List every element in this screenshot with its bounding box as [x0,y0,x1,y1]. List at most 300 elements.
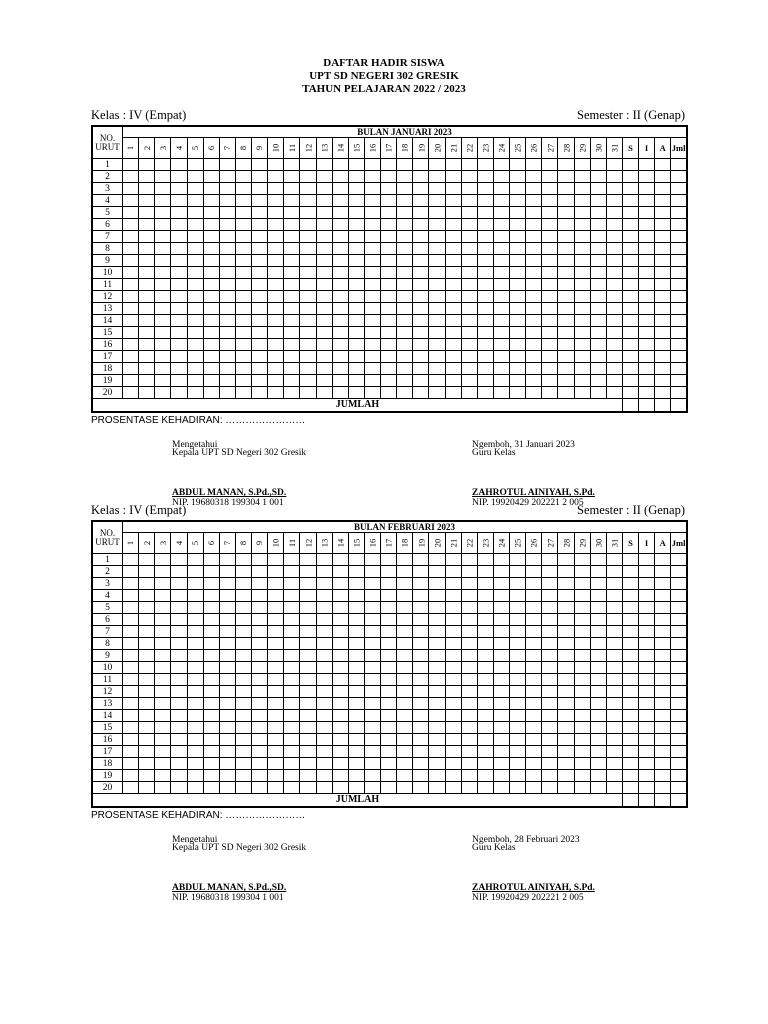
attendance-cell[interactable] [590,171,606,183]
attendance-cell[interactable] [542,351,558,363]
attendance-cell[interactable] [558,554,574,566]
attendance-cell[interactable] [284,171,300,183]
attendance-cell[interactable] [284,650,300,662]
attendance-cell[interactable] [187,279,203,291]
attendance-cell[interactable] [397,327,413,339]
attendance-cell[interactable] [139,710,155,722]
attendance-cell[interactable] [493,590,509,602]
attendance-cell[interactable] [639,207,655,219]
attendance-cell[interactable] [639,578,655,590]
attendance-cell[interactable] [381,770,397,782]
attendance-cell[interactable] [477,291,493,303]
attendance-cell[interactable] [510,590,526,602]
attendance-cell[interactable] [284,387,300,399]
attendance-cell[interactable] [187,267,203,279]
attendance-cell[interactable] [268,566,284,578]
attendance-cell[interactable] [139,662,155,674]
attendance-cell[interactable] [268,578,284,590]
attendance-cell[interactable] [219,770,235,782]
attendance-cell[interactable] [397,339,413,351]
attendance-cell[interactable] [671,279,687,291]
attendance-cell[interactable] [348,231,364,243]
attendance-cell[interactable] [590,255,606,267]
attendance-cell[interactable] [655,770,671,782]
attendance-cell[interactable] [203,566,219,578]
attendance-cell[interactable] [510,770,526,782]
attendance-cell[interactable] [526,578,542,590]
attendance-cell[interactable] [235,291,251,303]
attendance-cell[interactable] [493,315,509,327]
attendance-cell[interactable] [590,746,606,758]
attendance-cell[interactable] [348,686,364,698]
attendance-cell[interactable] [526,722,542,734]
attendance-cell[interactable] [381,782,397,794]
attendance-cell[interactable] [510,614,526,626]
attendance-cell[interactable] [268,327,284,339]
attendance-cell[interactable] [558,650,574,662]
attendance-cell[interactable] [252,315,268,327]
attendance-cell[interactable] [300,207,316,219]
attendance-cell[interactable] [316,351,332,363]
attendance-cell[interactable] [413,614,429,626]
attendance-cell[interactable] [187,255,203,267]
attendance-cell[interactable] [461,710,477,722]
attendance-cell[interactable] [461,650,477,662]
attendance-cell[interactable] [219,722,235,734]
attendance-cell[interactable] [445,315,461,327]
attendance-cell[interactable] [477,351,493,363]
attendance-cell[interactable] [252,734,268,746]
attendance-cell[interactable] [123,638,139,650]
attendance-cell[interactable] [429,686,445,698]
attendance-cell[interactable] [590,698,606,710]
attendance-cell[interactable] [348,578,364,590]
attendance-cell[interactable] [123,267,139,279]
attendance-cell[interactable] [461,662,477,674]
attendance-cell[interactable] [493,207,509,219]
attendance-cell[interactable] [139,686,155,698]
attendance-cell[interactable] [526,638,542,650]
attendance-cell[interactable] [558,626,574,638]
attendance-cell[interactable] [493,159,509,171]
attendance-cell[interactable] [413,207,429,219]
attendance-cell[interactable] [300,758,316,770]
attendance-cell[interactable] [526,566,542,578]
attendance-cell[interactable] [622,255,638,267]
jumlah-cell[interactable] [655,399,671,413]
attendance-cell[interactable] [219,183,235,195]
attendance-cell[interactable] [622,674,638,686]
attendance-cell[interactable] [300,782,316,794]
attendance-cell[interactable] [381,662,397,674]
attendance-cell[interactable] [558,662,574,674]
attendance-cell[interactable] [364,315,380,327]
attendance-cell[interactable] [123,566,139,578]
attendance-cell[interactable] [348,195,364,207]
attendance-cell[interactable] [171,375,187,387]
attendance-cell[interactable] [300,590,316,602]
attendance-cell[interactable] [639,267,655,279]
attendance-cell[interactable] [316,231,332,243]
attendance-cell[interactable] [364,291,380,303]
attendance-cell[interactable] [526,279,542,291]
attendance-cell[interactable] [123,255,139,267]
attendance-cell[interactable] [622,339,638,351]
attendance-cell[interactable] [493,650,509,662]
attendance-cell[interactable] [155,195,171,207]
attendance-cell[interactable] [655,219,671,231]
attendance-cell[interactable] [187,782,203,794]
attendance-cell[interactable] [300,303,316,315]
attendance-cell[interactable] [493,327,509,339]
attendance-cell[interactable] [558,734,574,746]
attendance-cell[interactable] [397,758,413,770]
attendance-cell[interactable] [510,686,526,698]
attendance-cell[interactable] [284,626,300,638]
attendance-cell[interactable] [155,746,171,758]
attendance-cell[interactable] [413,662,429,674]
attendance-cell[interactable] [542,578,558,590]
attendance-cell[interactable] [413,339,429,351]
attendance-cell[interactable] [558,782,574,794]
attendance-cell[interactable] [348,770,364,782]
attendance-cell[interactable] [461,674,477,686]
attendance-cell[interactable] [123,746,139,758]
attendance-cell[interactable] [574,375,590,387]
attendance-cell[interactable] [139,650,155,662]
attendance-cell[interactable] [364,662,380,674]
attendance-cell[interactable] [171,566,187,578]
attendance-cell[interactable] [397,662,413,674]
attendance-cell[interactable] [123,291,139,303]
attendance-cell[interactable] [316,758,332,770]
attendance-cell[interactable] [413,734,429,746]
attendance-cell[interactable] [606,638,622,650]
attendance-cell[interactable] [203,590,219,602]
attendance-cell[interactable] [655,255,671,267]
attendance-cell[interactable] [268,758,284,770]
attendance-cell[interactable] [542,554,558,566]
attendance-cell[interactable] [252,698,268,710]
attendance-cell[interactable] [622,315,638,327]
attendance-cell[interactable] [639,638,655,650]
attendance-cell[interactable] [639,782,655,794]
attendance-cell[interactable] [348,279,364,291]
attendance-cell[interactable] [300,219,316,231]
attendance-cell[interactable] [381,674,397,686]
attendance-cell[interactable] [171,327,187,339]
attendance-cell[interactable] [622,554,638,566]
attendance-cell[interactable] [381,339,397,351]
attendance-cell[interactable] [445,602,461,614]
attendance-cell[interactable] [397,255,413,267]
attendance-cell[interactable] [639,279,655,291]
attendance-cell[interactable] [542,183,558,195]
attendance-cell[interactable] [558,303,574,315]
attendance-cell[interactable] [171,243,187,255]
attendance-cell[interactable] [316,183,332,195]
attendance-cell[interactable] [203,303,219,315]
attendance-cell[interactable] [510,315,526,327]
attendance-cell[interactable] [606,782,622,794]
attendance-cell[interactable] [671,770,687,782]
attendance-cell[interactable] [574,602,590,614]
attendance-cell[interactable] [413,746,429,758]
attendance-cell[interactable] [155,578,171,590]
attendance-cell[interactable] [397,614,413,626]
attendance-cell[interactable] [348,746,364,758]
attendance-cell[interactable] [348,782,364,794]
attendance-cell[interactable] [429,231,445,243]
attendance-cell[interactable] [526,782,542,794]
attendance-cell[interactable] [187,339,203,351]
attendance-cell[interactable] [671,686,687,698]
attendance-cell[interactable] [445,195,461,207]
attendance-cell[interactable] [348,243,364,255]
attendance-cell[interactable] [300,291,316,303]
attendance-cell[interactable] [219,207,235,219]
attendance-cell[interactable] [606,566,622,578]
attendance-cell[interactable] [364,686,380,698]
attendance-cell[interactable] [171,638,187,650]
attendance-cell[interactable] [348,291,364,303]
attendance-cell[interactable] [526,171,542,183]
attendance-cell[interactable] [348,566,364,578]
attendance-cell[interactable] [542,339,558,351]
attendance-cell[interactable] [671,267,687,279]
attendance-cell[interactable] [235,770,251,782]
attendance-cell[interactable] [655,351,671,363]
attendance-cell[interactable] [493,662,509,674]
attendance-cell[interactable] [510,602,526,614]
attendance-cell[interactable] [348,387,364,399]
attendance-cell[interactable] [574,626,590,638]
attendance-cell[interactable] [381,734,397,746]
attendance-cell[interactable] [574,554,590,566]
attendance-cell[interactable] [219,327,235,339]
attendance-cell[interactable] [574,351,590,363]
attendance-cell[interactable] [590,243,606,255]
attendance-cell[interactable] [397,291,413,303]
attendance-cell[interactable] [397,183,413,195]
attendance-cell[interactable] [139,195,155,207]
attendance-cell[interactable] [639,159,655,171]
attendance-cell[interactable] [671,566,687,578]
attendance-cell[interactable] [284,554,300,566]
attendance-cell[interactable] [252,566,268,578]
attendance-cell[interactable] [139,770,155,782]
attendance-cell[interactable] [606,758,622,770]
attendance-cell[interactable] [477,566,493,578]
attendance-cell[interactable] [219,566,235,578]
attendance-cell[interactable] [429,674,445,686]
attendance-cell[interactable] [219,243,235,255]
attendance-cell[interactable] [397,171,413,183]
attendance-cell[interactable] [590,387,606,399]
attendance-cell[interactable] [332,578,348,590]
attendance-cell[interactable] [155,159,171,171]
attendance-cell[interactable] [364,183,380,195]
attendance-cell[interactable] [590,782,606,794]
attendance-cell[interactable] [590,770,606,782]
attendance-cell[interactable] [445,183,461,195]
attendance-cell[interactable] [364,578,380,590]
attendance-cell[interactable] [348,171,364,183]
attendance-cell[interactable] [381,159,397,171]
attendance-cell[interactable] [284,231,300,243]
attendance-cell[interactable] [590,566,606,578]
attendance-cell[interactable] [542,566,558,578]
attendance-cell[interactable] [655,363,671,375]
attendance-cell[interactable] [123,387,139,399]
attendance-cell[interactable] [622,267,638,279]
attendance-cell[interactable] [235,554,251,566]
attendance-cell[interactable] [542,207,558,219]
attendance-cell[interactable] [671,626,687,638]
attendance-cell[interactable] [477,602,493,614]
attendance-cell[interactable] [477,698,493,710]
attendance-cell[interactable] [558,207,574,219]
attendance-cell[interactable] [187,554,203,566]
attendance-cell[interactable] [123,339,139,351]
attendance-cell[interactable] [187,698,203,710]
attendance-cell[interactable] [364,351,380,363]
attendance-cell[interactable] [187,159,203,171]
attendance-cell[interactable] [252,159,268,171]
attendance-cell[interactable] [252,207,268,219]
attendance-cell[interactable] [332,231,348,243]
attendance-cell[interactable] [477,243,493,255]
attendance-cell[interactable] [139,734,155,746]
jumlah-cell[interactable] [622,399,638,413]
attendance-cell[interactable] [606,243,622,255]
attendance-cell[interactable] [235,782,251,794]
attendance-cell[interactable] [235,638,251,650]
attendance-cell[interactable] [203,291,219,303]
attendance-cell[interactable] [461,231,477,243]
attendance-cell[interactable] [364,566,380,578]
attendance-cell[interactable] [606,614,622,626]
attendance-cell[interactable] [606,602,622,614]
attendance-cell[interactable] [316,554,332,566]
attendance-cell[interactable] [252,602,268,614]
attendance-cell[interactable] [203,602,219,614]
attendance-cell[interactable] [268,351,284,363]
attendance-cell[interactable] [671,674,687,686]
attendance-cell[interactable] [219,339,235,351]
attendance-cell[interactable] [413,710,429,722]
attendance-cell[interactable] [187,375,203,387]
attendance-cell[interactable] [381,614,397,626]
attendance-cell[interactable] [155,207,171,219]
attendance-cell[interactable] [590,722,606,734]
attendance-cell[interactable] [381,207,397,219]
attendance-cell[interactable] [429,255,445,267]
attendance-cell[interactable] [332,662,348,674]
attendance-cell[interactable] [203,614,219,626]
attendance-cell[interactable] [316,363,332,375]
attendance-cell[interactable] [364,746,380,758]
attendance-cell[interactable] [397,734,413,746]
attendance-cell[interactable] [171,303,187,315]
attendance-cell[interactable] [364,327,380,339]
attendance-cell[interactable] [477,614,493,626]
attendance-cell[interactable] [139,171,155,183]
attendance-cell[interactable] [139,207,155,219]
attendance-cell[interactable] [510,231,526,243]
attendance-cell[interactable] [574,339,590,351]
attendance-cell[interactable] [219,351,235,363]
attendance-cell[interactable] [123,650,139,662]
attendance-cell[interactable] [542,279,558,291]
attendance-cell[interactable] [187,291,203,303]
attendance-cell[interactable] [123,614,139,626]
attendance-cell[interactable] [655,722,671,734]
attendance-cell[interactable] [252,219,268,231]
attendance-cell[interactable] [235,578,251,590]
attendance-cell[interactable] [413,387,429,399]
attendance-cell[interactable] [655,243,671,255]
attendance-cell[interactable] [413,686,429,698]
attendance-cell[interactable] [219,734,235,746]
attendance-cell[interactable] [461,602,477,614]
attendance-cell[interactable] [639,339,655,351]
attendance-cell[interactable] [493,279,509,291]
attendance-cell[interactable] [606,590,622,602]
attendance-cell[interactable] [139,387,155,399]
attendance-cell[interactable] [171,267,187,279]
attendance-cell[interactable] [139,183,155,195]
attendance-cell[interactable] [526,686,542,698]
attendance-cell[interactable] [477,722,493,734]
attendance-cell[interactable] [493,243,509,255]
attendance-cell[interactable] [413,770,429,782]
attendance-cell[interactable] [364,626,380,638]
attendance-cell[interactable] [590,674,606,686]
attendance-cell[interactable] [397,243,413,255]
attendance-cell[interactable] [203,267,219,279]
attendance-cell[interactable] [622,650,638,662]
attendance-cell[interactable] [397,303,413,315]
attendance-cell[interactable] [300,195,316,207]
attendance-cell[interactable] [429,578,445,590]
attendance-cell[interactable] [461,626,477,638]
attendance-cell[interactable] [364,303,380,315]
attendance-cell[interactable] [606,291,622,303]
attendance-cell[interactable] [284,303,300,315]
attendance-cell[interactable] [461,554,477,566]
attendance-cell[interactable] [429,650,445,662]
attendance-cell[interactable] [671,758,687,770]
attendance-cell[interactable] [123,554,139,566]
attendance-cell[interactable] [381,686,397,698]
attendance-cell[interactable] [235,255,251,267]
attendance-cell[interactable] [268,339,284,351]
attendance-cell[interactable] [123,243,139,255]
attendance-cell[interactable] [558,638,574,650]
attendance-cell[interactable] [203,686,219,698]
attendance-cell[interactable] [284,770,300,782]
attendance-cell[interactable] [622,662,638,674]
attendance-cell[interactable] [477,267,493,279]
attendance-cell[interactable] [413,351,429,363]
attendance-cell[interactable] [252,722,268,734]
attendance-cell[interactable] [461,698,477,710]
attendance-cell[interactable] [639,387,655,399]
attendance-cell[interactable] [139,159,155,171]
attendance-cell[interactable] [461,195,477,207]
attendance-cell[interactable] [203,674,219,686]
